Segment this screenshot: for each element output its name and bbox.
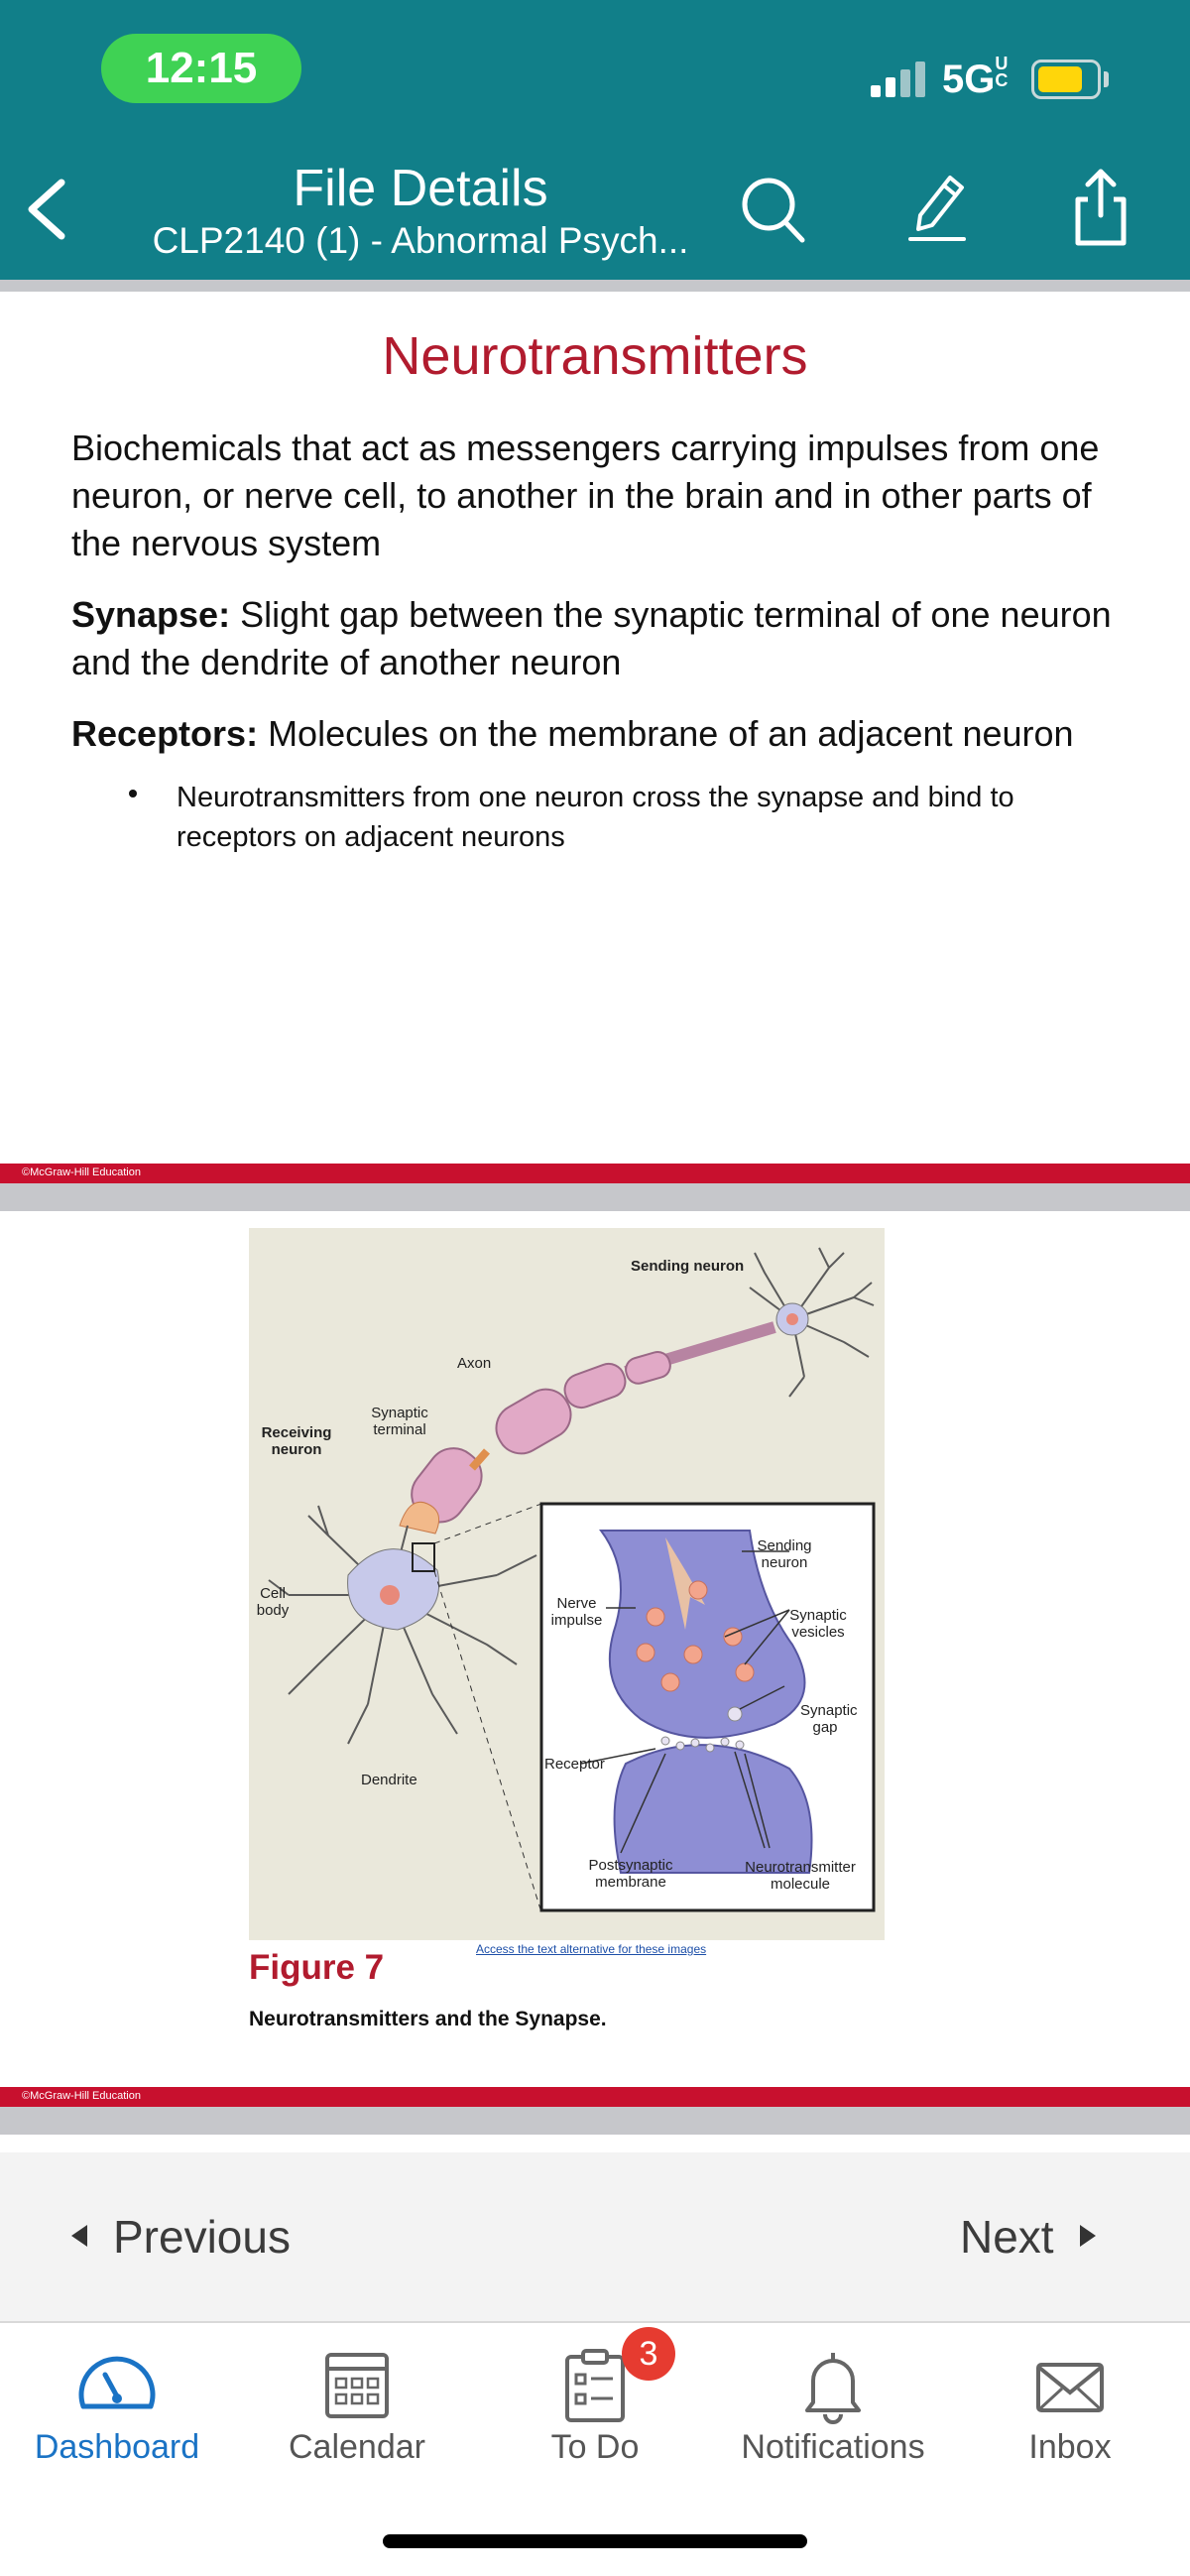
slide-body-text: Biochemicals that act as messengers carrying impulses from one neuron, or nerve cell, to another in the brain and in other parts of the nervous system bbox=[71, 428, 1100, 563]
envelope-icon bbox=[1020, 2341, 1120, 2426]
previous-button[interactable] bbox=[71, 2204, 291, 2269]
tab-label: To Do bbox=[550, 2428, 640, 2466]
search-icon[interactable] bbox=[739, 169, 808, 248]
slide-title: Neurotransmitters bbox=[382, 326, 808, 386]
share-icon[interactable] bbox=[1066, 164, 1135, 248]
label-synaptic-terminal: Synaptic terminal bbox=[371, 1405, 428, 1438]
next-button[interactable] bbox=[960, 2204, 1096, 2269]
label-sending-neuron: Sending neuron bbox=[631, 1258, 745, 1275]
tab-label: Calendar bbox=[289, 2428, 425, 2466]
slide-footer-bar bbox=[0, 1164, 1190, 1183]
calendar-icon bbox=[307, 2341, 407, 2426]
label-dendrite: Dendrite bbox=[361, 1772, 417, 1788]
network-suffix: UC bbox=[995, 54, 1009, 90]
tab-label: Inbox bbox=[1028, 2428, 1112, 2466]
next-label: Next bbox=[960, 2211, 1054, 2263]
figure-caption: Neurotransmitters and the Synapse. bbox=[249, 2008, 607, 2030]
synapse-text: Slight gap between the synaptic terminal of one neuron and the dendrite of another neuron bbox=[71, 594, 1112, 682]
home-indicator[interactable] bbox=[383, 2534, 807, 2548]
copyright-text: ©McGraw-Hill Education bbox=[22, 1166, 141, 1178]
bullet-dot bbox=[129, 790, 137, 797]
network-type: 5GUC bbox=[942, 50, 1016, 109]
pencil-annotate-icon[interactable] bbox=[902, 164, 972, 243]
slide-separator bbox=[0, 2107, 1190, 2135]
receptors-definition bbox=[71, 710, 1162, 758]
label-cell-body: Cell body bbox=[256, 1585, 290, 1619]
back-button[interactable] bbox=[18, 165, 77, 254]
battery-tip bbox=[1104, 71, 1109, 87]
bell-icon bbox=[783, 2341, 883, 2426]
neuron-synapse-illustration bbox=[249, 1228, 885, 1940]
cellular-signal-icon bbox=[871, 61, 928, 97]
page-title: File Details bbox=[293, 160, 548, 217]
label-nerve-impulse: Nerve impulse bbox=[550, 1595, 603, 1629]
tab-label: Notifications bbox=[741, 2428, 925, 2466]
slide-footer-bar bbox=[0, 2087, 1190, 2107]
previous-label: Previous bbox=[113, 2211, 291, 2263]
copyright-text: ©McGraw-Hill Education bbox=[22, 2090, 141, 2102]
speedometer-icon bbox=[67, 2341, 167, 2426]
header-divider bbox=[0, 280, 1190, 292]
file-name: CLP2140 (1) - Abnormal Psych... bbox=[152, 220, 689, 261]
synapse-term: Synapse: bbox=[71, 594, 231, 635]
label-receptor: Receptor bbox=[544, 1756, 605, 1773]
tab-calendar[interactable] bbox=[243, 2333, 471, 2482]
label-postsynaptic-membrane: Postsynaptic membrane bbox=[588, 1857, 673, 1891]
slide-separator bbox=[0, 1183, 1190, 1211]
label-inset-sending-neuron: Sending neuron bbox=[757, 1537, 812, 1571]
synapse-definition bbox=[71, 591, 1142, 686]
label-neurotransmitter-molecule: Neurotransmitter molecule bbox=[745, 1859, 856, 1893]
label-synaptic-gap: Synaptic gap bbox=[800, 1702, 858, 1736]
tab-label: Dashboard bbox=[34, 2428, 200, 2466]
status-time: 12:15 bbox=[101, 34, 301, 103]
triangle-right-icon bbox=[1080, 2225, 1096, 2247]
label-axon: Axon bbox=[457, 1355, 492, 1372]
receptors-term: Receptors: bbox=[71, 713, 259, 754]
battery-icon bbox=[1031, 60, 1101, 99]
tab-dashboard[interactable] bbox=[3, 2333, 231, 2482]
figure-number: Figure 7 bbox=[249, 1948, 385, 1987]
tab-inbox[interactable] bbox=[956, 2333, 1184, 2482]
label-synaptic-vesicles: Synaptic vesicles bbox=[789, 1607, 847, 1641]
triangle-left-icon bbox=[71, 2225, 87, 2247]
bullet-item: Neurotransmitters from one neuron cross the synapse and bind to receptors on adjacent neurons bbox=[177, 782, 1014, 853]
todo-count-badge: 3 bbox=[622, 2327, 675, 2381]
receptors-text: Molecules on the membrane of an adjacent neuron bbox=[258, 713, 1074, 754]
text-alternative-link[interactable]: Access the text alternative for these images bbox=[476, 1942, 707, 1956]
label-receiving-neuron: Receiving neuron bbox=[261, 1424, 332, 1458]
tab-notifications[interactable] bbox=[719, 2333, 947, 2482]
